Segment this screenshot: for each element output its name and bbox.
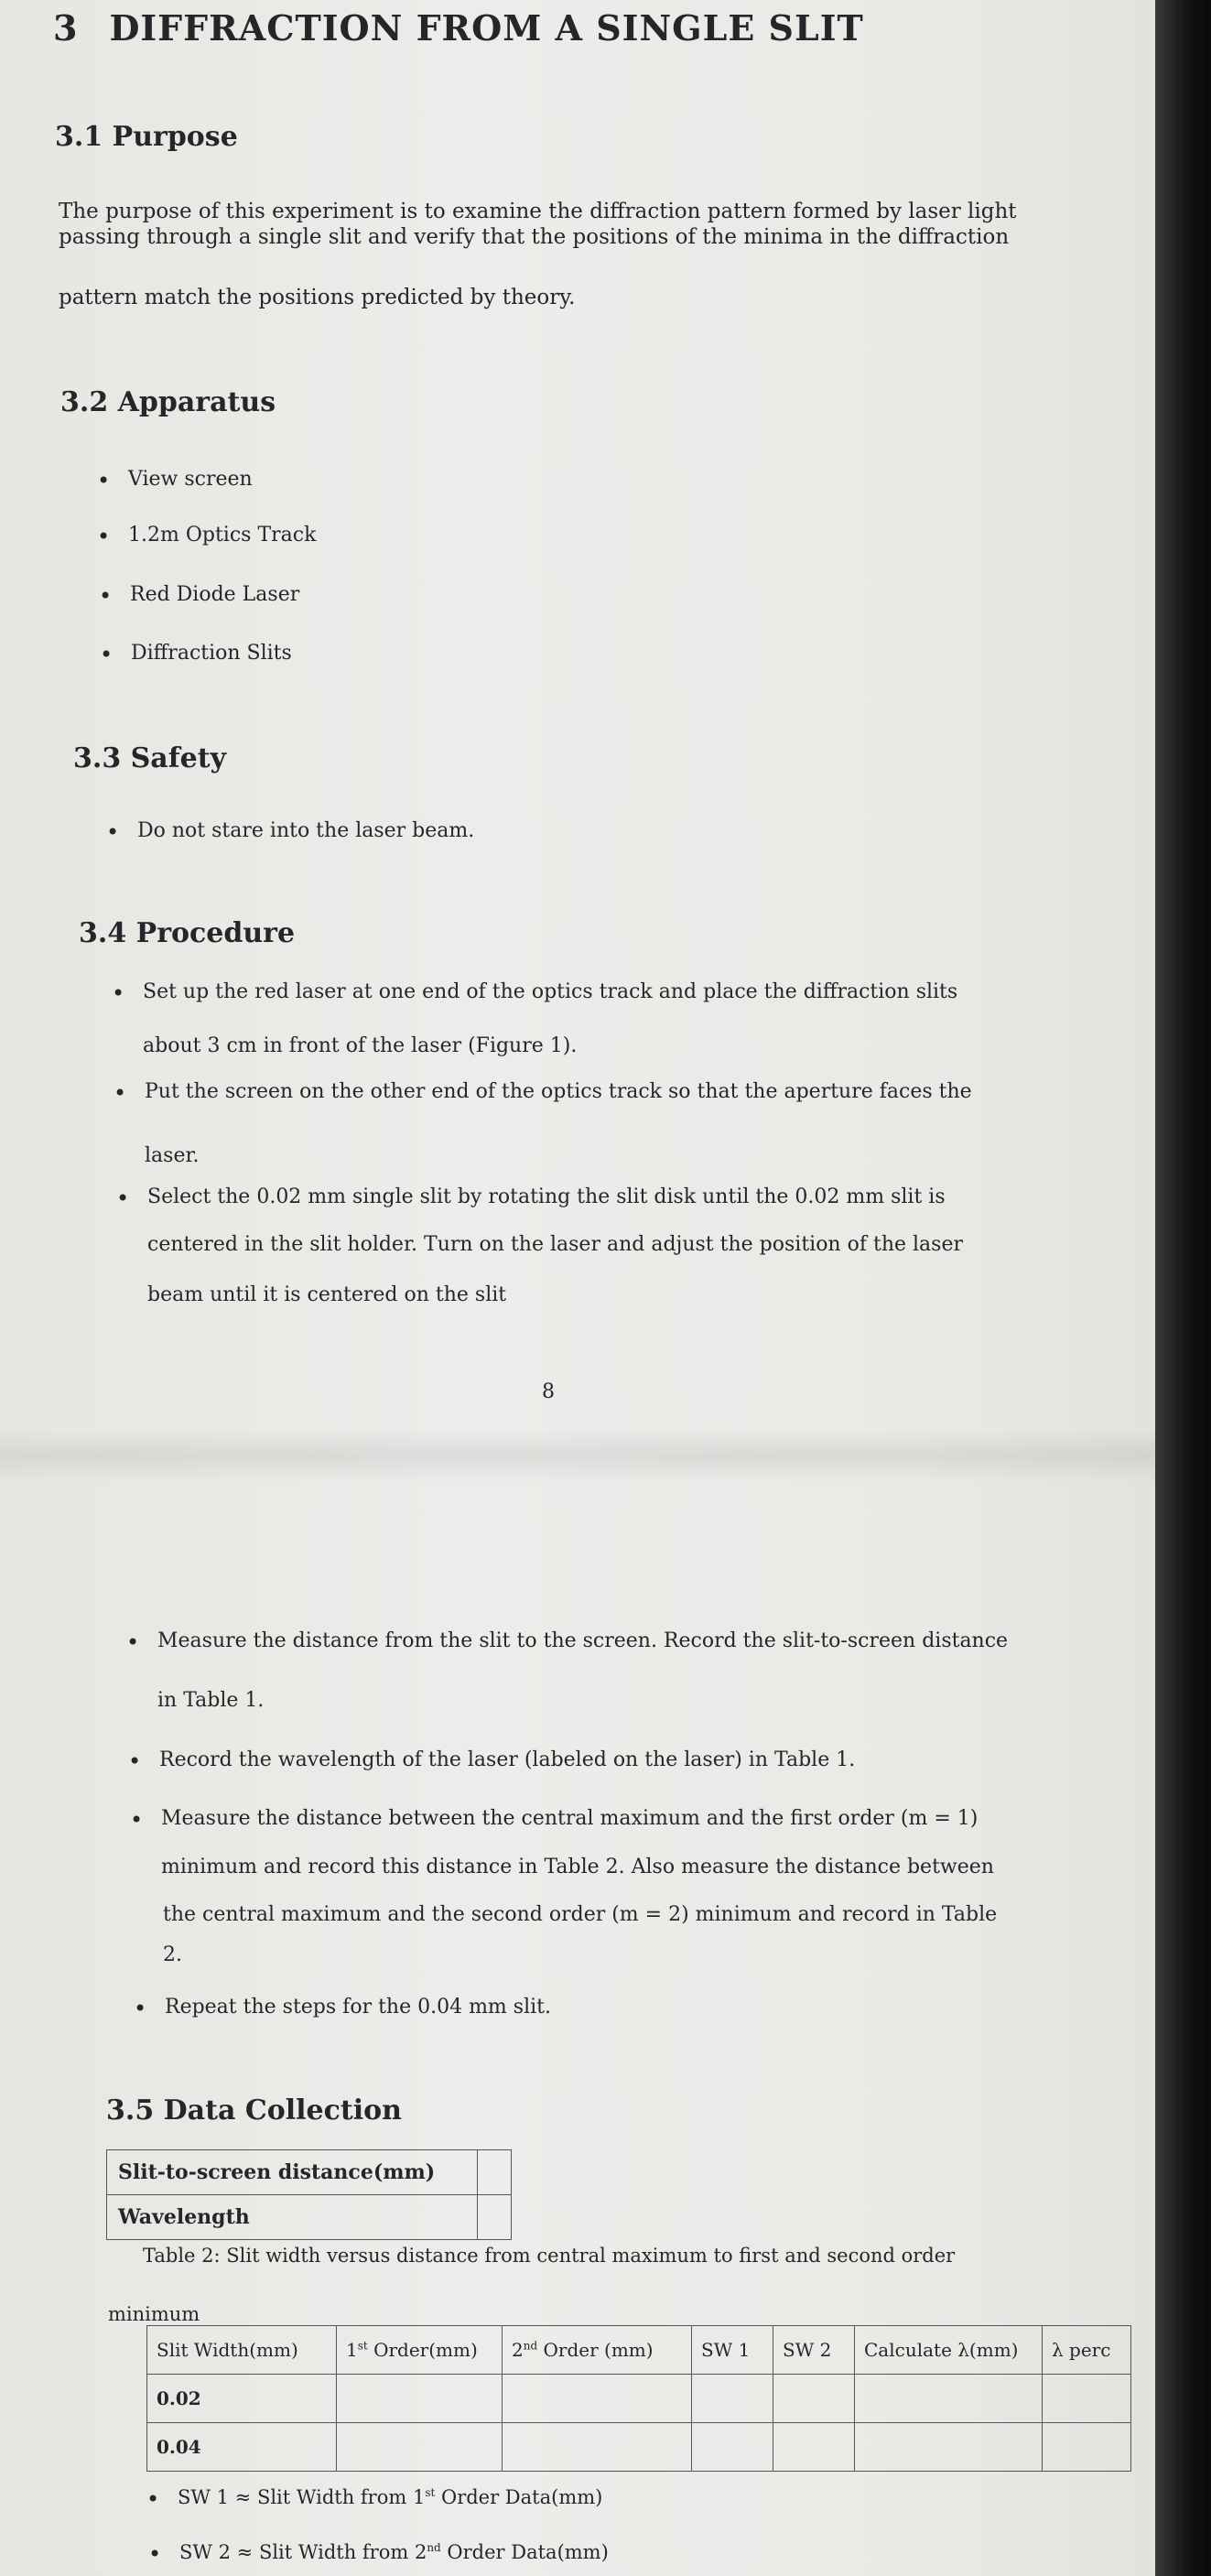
data-collection-heading: 3.5 Data Collection <box>106 2094 402 2127</box>
procedure-line: in Table 1. <box>157 1689 265 1712</box>
page-break <box>0 1428 1155 1483</box>
safety-item: • Do not stare into the laser beam. <box>137 819 474 842</box>
table-cell-label: Wavelength <box>107 2195 478 2240</box>
procedure-line: 2. <box>163 1943 182 1966</box>
procedure-heading: 3.4 Procedure <box>79 917 296 949</box>
table1 <box>106 2149 512 2240</box>
table-cell-input[interactable] <box>773 2423 855 2472</box>
table-cell-input[interactable] <box>692 2423 773 2472</box>
note-sw1-rest: Order Data(mm) <box>435 2486 603 2508</box>
section-number: 3 <box>53 7 79 49</box>
procedure-line: Put the screen on the other end of the optics track so that the aperture faces the <box>145 1080 972 1103</box>
sup-nd: nd <box>523 2339 538 2353</box>
header-first-order-text: Order(mm) <box>367 2339 478 2361</box>
procedure-item <box>165 1996 551 2019</box>
header-first-order: 1st Order(mm) <box>337 2326 503 2375</box>
row-slit-width: 0.04 <box>147 2423 337 2472</box>
table-cell-input[interactable] <box>478 2195 512 2240</box>
procedure-item <box>147 1185 946 1208</box>
note-sw1-text: SW 1 ≈ Slit Width from 1 <box>178 2486 426 2508</box>
procedure-line: Set up the red laser at one end of the optics track and place the diffraction slits <box>143 980 958 1003</box>
procedure-item <box>143 980 957 1003</box>
page-number: 8 <box>542 1380 555 1403</box>
table2 <box>146 2325 1131 2472</box>
purpose-line-3: pattern match the positions predicted by theory. <box>59 286 576 309</box>
table-cell-input[interactable] <box>503 2375 692 2423</box>
procedure-line: the central maximum and the second order (m = 2) minimum and record in Table <box>163 1903 998 1926</box>
table-header-row <box>147 2326 1131 2375</box>
header-sw2: SW 2 <box>773 2326 855 2375</box>
table-cell-input[interactable] <box>855 2423 1043 2472</box>
sup-nd: nd <box>427 2541 441 2554</box>
section-title: DIFFRACTION FROM A SINGLE SLIT <box>109 7 864 49</box>
table-cell-input[interactable] <box>503 2423 692 2472</box>
procedure-line: Select the 0.02 mm single slit by rotating the slit disk until the 0.02 mm slit is <box>147 1185 946 1208</box>
table-row <box>147 2423 1131 2472</box>
section-heading <box>53 7 864 49</box>
table-cell-input[interactable] <box>773 2375 855 2423</box>
procedure-line: Repeat the steps for the 0.04 mm slit. <box>165 1996 551 2019</box>
procedure-line: beam until it is centered on the slit <box>147 1283 507 1306</box>
note-sw2 <box>179 2541 609 2563</box>
procedure-line: Record the wavelength of the laser (labeled on the laser) in Table 1. <box>159 1748 856 1771</box>
table2-caption-line-2: minimum <box>108 2303 200 2325</box>
header-lambda-percent: λ perc <box>1043 2326 1131 2375</box>
procedure-line: about 3 cm in front of the laser (Figure 1). <box>143 1034 578 1057</box>
procedure-line: minimum and record this distance in Table 2. Also measure the distance between <box>161 1856 994 1878</box>
table-cell-input[interactable] <box>337 2375 503 2423</box>
procedure-line: centered in the slit holder. Turn on the laser and adjust the position of the laser <box>147 1233 963 1256</box>
header-sw1: SW 1 <box>692 2326 773 2375</box>
purpose-line-1: The purpose of this experiment is to examine the diffraction pattern formed by laser light <box>59 200 1017 223</box>
table-cell-input[interactable] <box>855 2375 1043 2423</box>
procedure-line: Measure the distance from the slit to the screen. Record the slit-to-screen distance <box>157 1629 1009 1652</box>
sup-st: st <box>425 2486 436 2499</box>
table-row <box>107 2195 512 2240</box>
apparatus-item: • Red Diode Laser <box>130 583 299 606</box>
header-second-order: 2nd Order (mm) <box>503 2326 692 2375</box>
sup-st: st <box>357 2339 368 2353</box>
table-row <box>107 2150 512 2195</box>
procedure-item <box>145 1080 972 1103</box>
apparatus-item: • 1.2m Optics Track <box>128 524 316 547</box>
procedure-item <box>161 1807 978 1830</box>
header-slit-width: Slit Width(mm) <box>147 2326 337 2375</box>
purpose-heading: 3.1 Purpose <box>55 121 238 153</box>
note-sw2-text: SW 2 ≈ Slit Width from 2 <box>179 2541 427 2563</box>
row-slit-width: 0.02 <box>147 2375 337 2423</box>
procedure-item <box>159 1748 855 1771</box>
safety-heading: 3.3 Safety <box>73 742 227 774</box>
table-row <box>147 2375 1131 2423</box>
apparatus-item: • Diffraction Slits <box>131 642 292 665</box>
table-cell-input[interactable] <box>692 2375 773 2423</box>
purpose-line-2: passing through a single slit and verify that the positions of the minima in the diffraction <box>59 225 1010 249</box>
table2-caption-line-1: Table 2: Slit width versus distance from central maximum to first and second order <box>143 2245 956 2267</box>
table-cell-input[interactable] <box>1043 2375 1131 2423</box>
procedure-item <box>157 1629 1008 1652</box>
table-cell-input[interactable] <box>337 2423 503 2472</box>
procedure-line: Measure the distance between the central maximum and the first order (m = 1) <box>161 1807 979 1830</box>
note-sw1 <box>178 2486 602 2508</box>
apparatus-item: • View screen <box>128 468 253 491</box>
header-second-order-text: Order (mm) <box>537 2339 654 2361</box>
table-cell-label: Slit-to-screen distance(mm) <box>107 2150 478 2195</box>
procedure-line: laser. <box>145 1144 200 1167</box>
note-sw2-rest: Order Data(mm) <box>440 2541 609 2563</box>
table-cell-input[interactable] <box>1043 2423 1131 2472</box>
table-cell-input[interactable] <box>478 2150 512 2195</box>
page-edge-shadow <box>1155 0 1211 2576</box>
header-calculate-lambda: Calculate λ(mm) <box>855 2326 1043 2375</box>
apparatus-heading: 3.2 Apparatus <box>60 386 276 418</box>
